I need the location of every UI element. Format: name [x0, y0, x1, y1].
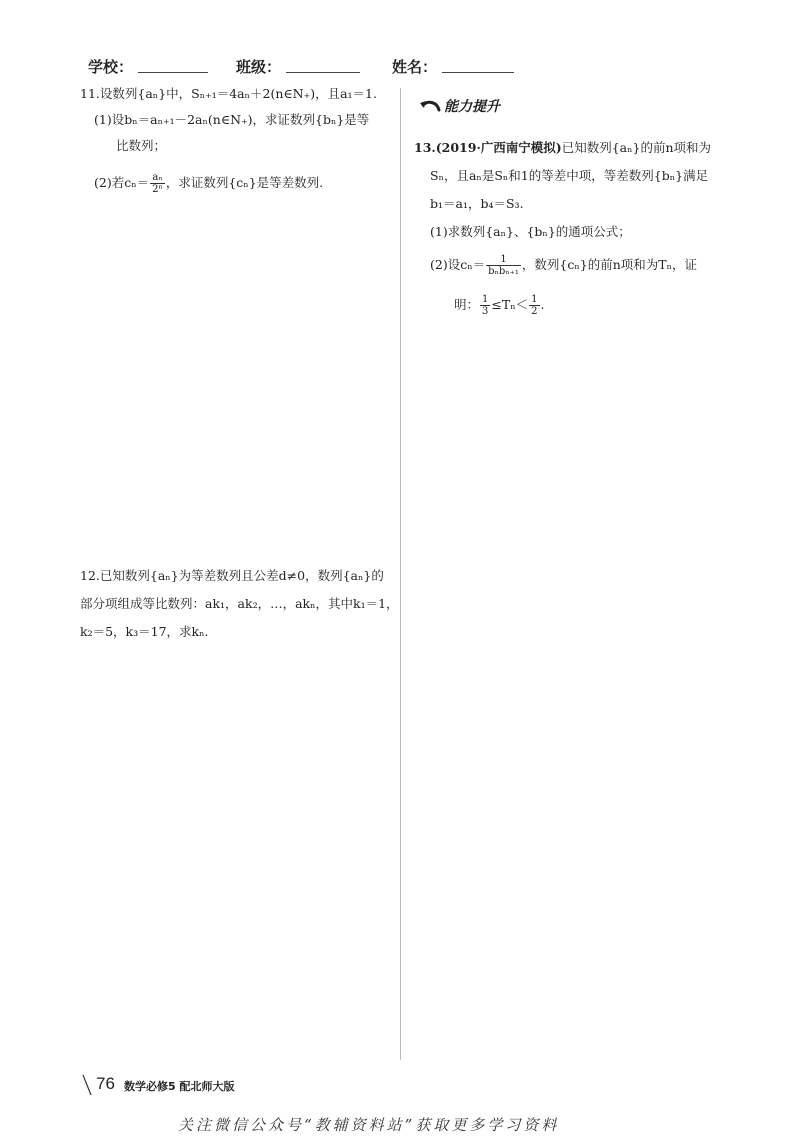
q13-frac1 — [480, 294, 490, 317]
school-label: 学校： — [88, 58, 134, 76]
q11-part2 — [94, 172, 323, 195]
q13-part3 — [454, 294, 544, 317]
q13-frac2-den: 2 — [531, 306, 538, 317]
q12-line2: 部分项组成等比数列：ak₁，ak₂，…，akₙ，其中k₁＝1， — [80, 596, 399, 611]
q13-line2: Sₙ，且aₙ是Sₙ和1的等差中项，等差数列{bₙ}满足 — [430, 168, 709, 183]
q11-part1-line1: (1)设bₙ＝aₙ₊₁－2aₙ(n∈N₊)，求证数列{bₙ}是等 — [94, 112, 370, 127]
q13-part2-prefix: (2)设cₙ＝ — [430, 257, 486, 272]
q11-title: 11.设数列{aₙ}中，Sₙ₊₁＝4aₙ＋2(n∈N₊)，且a₁＝1. — [80, 86, 377, 101]
q13-part3-suffix: . — [540, 297, 545, 312]
book-title: 数学必修5 配北师大版 — [124, 1080, 235, 1093]
q13-part1: (1)求数列{aₙ}、{bₙ}的通项公式； — [430, 224, 631, 239]
school-blank — [138, 56, 208, 73]
curved-arrow-icon — [418, 96, 442, 114]
class-label: 班级： — [236, 58, 282, 76]
q13-line1-rest: 已知数列{aₙ}的前n项和为 — [561, 140, 712, 155]
q11-fraction — [150, 172, 165, 195]
name-label: 姓名： — [392, 58, 438, 76]
q13-part2-suffix: ，数列{cₙ}的前n项和为Tₙ，证 — [521, 257, 697, 272]
footer-slash-mark — [82, 1074, 92, 1096]
name-blank — [442, 56, 514, 73]
q13-part2 — [430, 254, 697, 277]
q11-part1-line2: 比数列； — [116, 138, 167, 153]
q13-frac-den: bₙbₙ₊₁ — [488, 266, 519, 277]
page-number: 76 — [96, 1074, 115, 1093]
q11-part2-suffix: ，求证数列{cₙ}是等差数列. — [165, 175, 324, 190]
q12-line3: k₂＝5，k₃＝17，求kₙ. — [80, 624, 209, 639]
q13-source: 13.(2019·广西南宁模拟) — [414, 140, 562, 155]
q13-line3: b₁＝a₁，b₄＝S₃. — [430, 196, 524, 211]
q13-frac1-num: 1 — [482, 294, 489, 305]
q11-part2-prefix: (2)若cₙ＝ — [94, 175, 150, 190]
q13-part3-mid: ≤Tₙ＜ — [491, 297, 529, 312]
q13-frac2 — [529, 294, 539, 317]
q11-frac-num: aₙ — [150, 172, 165, 184]
q13-line1 — [414, 138, 711, 158]
column-divider — [400, 88, 401, 1060]
q13-fraction — [486, 254, 521, 277]
q13-frac1-den: 3 — [482, 306, 489, 317]
q11-frac-den: 2ⁿ — [152, 184, 163, 195]
watermark-text: 关注微信公众号“教辅资料站”获取更多学习资料 — [178, 1116, 560, 1134]
q13-frac2-num: 1 — [531, 294, 538, 305]
q12-line1: 12.已知数列{aₙ}为等差数列且公差d≠0，数列{aₙ}的 — [80, 568, 384, 583]
q13-part3-prefix: 明： — [454, 297, 480, 312]
class-blank — [286, 56, 360, 73]
section-title: 能力提升 — [444, 99, 500, 115]
q13-frac-num: 1 — [486, 254, 521, 266]
